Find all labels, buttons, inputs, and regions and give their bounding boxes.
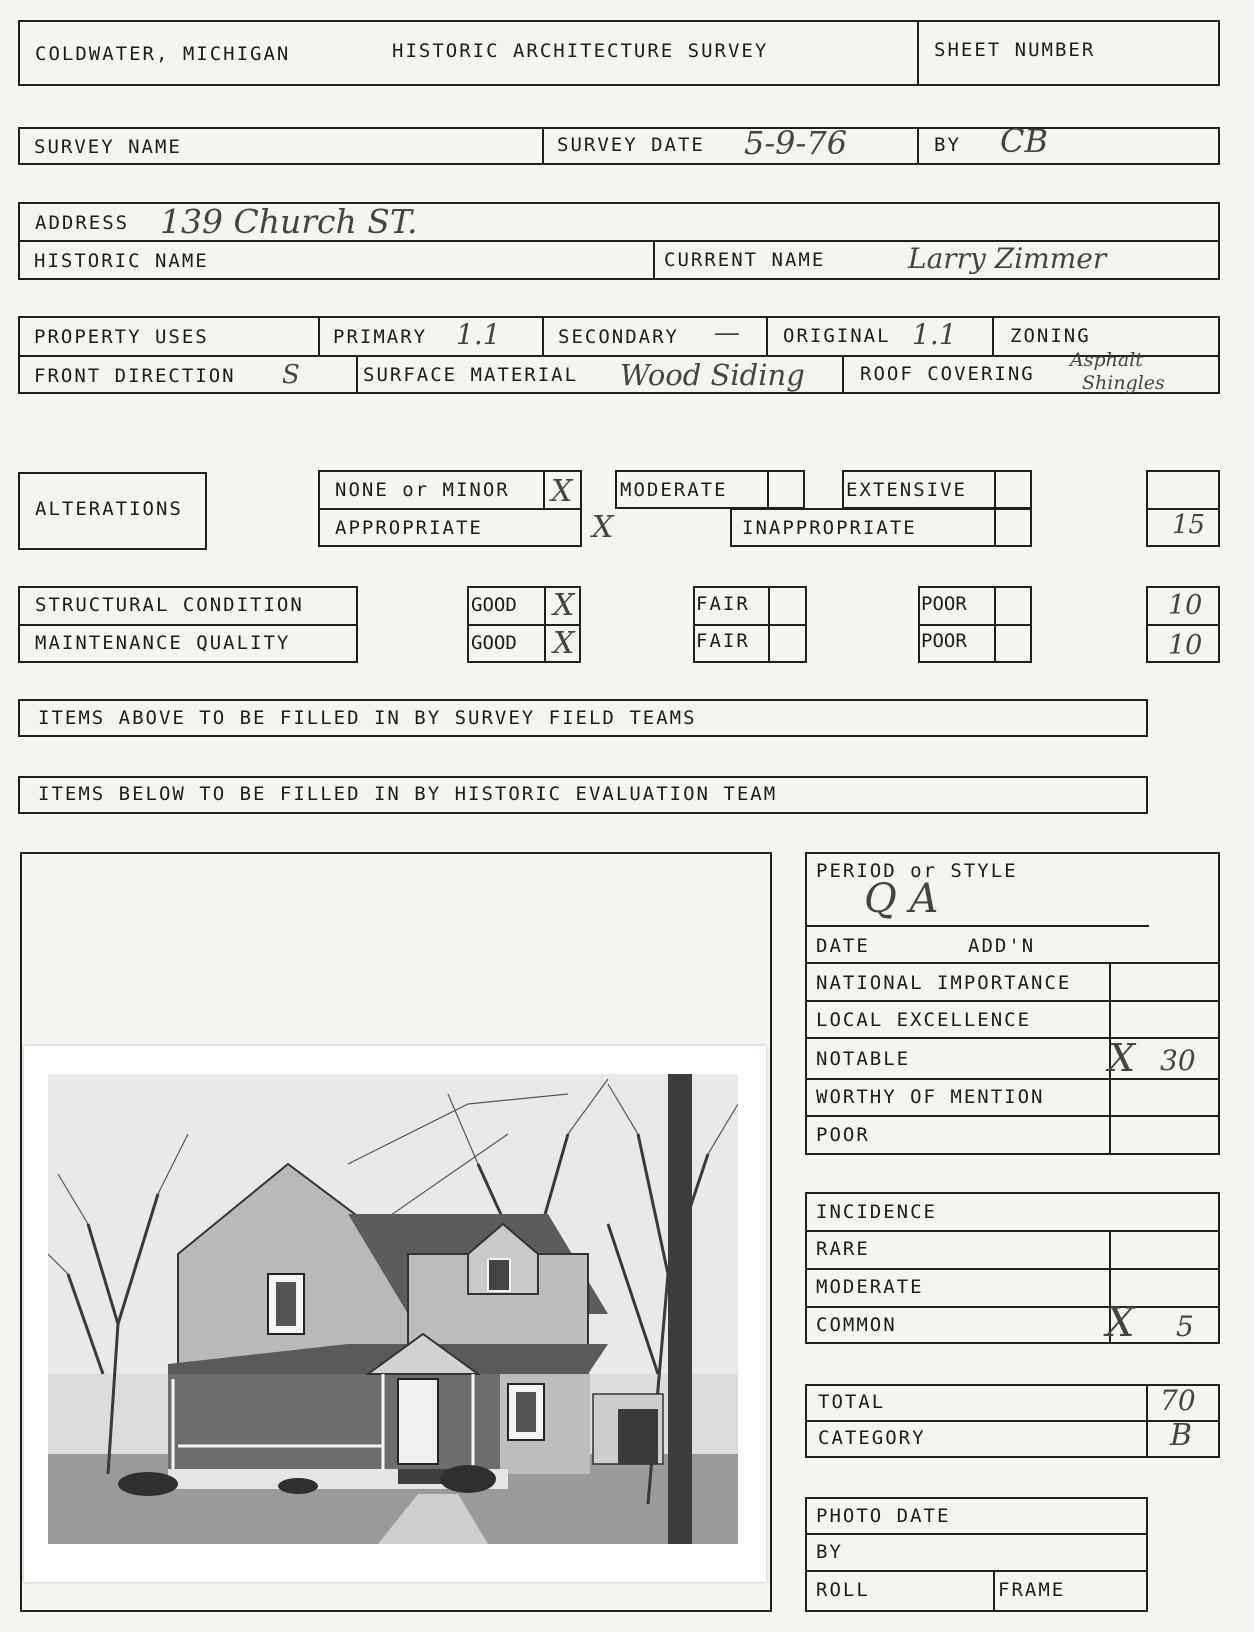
photo-date-label: PHOTO DATE xyxy=(816,1505,951,1527)
header-divider xyxy=(917,20,919,86)
photo-info-div xyxy=(993,1570,995,1612)
notes-above: ITEMS ABOVE TO BE FILLED IN BY SURVEY FIELD TEAMS xyxy=(38,707,697,729)
current-name-value[interactable]: Larry Zimmer xyxy=(908,242,1107,275)
fair-label-1: FAIR xyxy=(696,593,750,615)
none-minor-label: NONE or MINOR xyxy=(335,479,510,501)
moderate-check-div xyxy=(767,470,769,509)
structural-condition-label: STRUCTURAL CONDITION xyxy=(35,594,304,616)
original-value[interactable]: 1.1 xyxy=(912,318,957,351)
notable-score[interactable]: 30 xyxy=(1160,1044,1196,1077)
structural-good-mark[interactable]: X xyxy=(553,588,575,623)
property-div-2 xyxy=(542,316,544,356)
period-style-label: PERIOD or STYLE xyxy=(816,860,1018,882)
common-mark[interactable]: X xyxy=(1106,1300,1135,1346)
property-div-3 xyxy=(766,316,768,356)
poor-row-line xyxy=(918,624,1032,626)
survey-by-label: BY xyxy=(934,134,961,156)
fair-row-line xyxy=(693,624,807,626)
incidence-line-3 xyxy=(805,1306,1220,1308)
period-style-value[interactable]: Q A xyxy=(864,876,939,922)
original-label: ORIGINAL xyxy=(783,325,891,347)
front-direction-label: FRONT DIRECTION xyxy=(34,365,236,387)
secondary-label: SECONDARY xyxy=(558,326,679,348)
eval-poor-label: POOR xyxy=(816,1124,870,1146)
total-label: TOTAL xyxy=(818,1391,886,1413)
worthy-of-mention-label: WORTHY OF MENTION xyxy=(816,1086,1045,1108)
poor-label-2: POOR xyxy=(921,630,967,652)
extensive-label: EXTENSIVE xyxy=(846,479,967,501)
property-div-6 xyxy=(842,355,844,394)
roll-label: ROLL xyxy=(816,1579,870,1601)
condition-label-row-line xyxy=(18,624,358,626)
maintenance-quality-label: MAINTENANCE QUALITY xyxy=(35,632,291,654)
house-photo xyxy=(24,1046,766,1582)
front-direction-value[interactable]: S xyxy=(282,360,300,390)
photo-by-label: BY xyxy=(816,1541,843,1563)
totals-line xyxy=(805,1420,1220,1422)
frame-label: FRAME xyxy=(998,1579,1066,1601)
surface-material-value[interactable]: Wood Siding xyxy=(620,358,805,392)
survey-date-value[interactable]: 5-9-76 xyxy=(744,124,848,162)
address-label: ADDRESS xyxy=(35,212,130,234)
roof-covering-label: ROOF COVERING xyxy=(860,363,1035,385)
eval-line-1 xyxy=(805,925,1149,927)
identity-divider xyxy=(653,240,655,280)
common-score[interactable]: 5 xyxy=(1176,1310,1194,1343)
property-div-1 xyxy=(318,316,320,356)
total-value[interactable]: 70 xyxy=(1160,1384,1196,1417)
property-row-line xyxy=(18,355,1220,357)
national-importance-label: NATIONAL IMPORTANCE xyxy=(816,972,1072,994)
survey-date-label: SURVEY DATE xyxy=(557,134,705,156)
appropriate-label: APPROPRIATE xyxy=(335,517,483,539)
address-value[interactable]: 139 Church ST. xyxy=(160,202,418,241)
appropriate-check-div xyxy=(580,508,582,547)
good-label-2: GOOD xyxy=(471,632,517,654)
property-uses-label: PROPERTY USES xyxy=(34,326,209,348)
incidence-line-1 xyxy=(805,1230,1220,1232)
property-div-5 xyxy=(356,355,358,394)
surface-material-label: SURFACE MATERIAL xyxy=(363,364,579,386)
good-check-div xyxy=(544,586,546,663)
maintenance-score[interactable]: 10 xyxy=(1168,630,1203,661)
poor-check-div xyxy=(994,586,996,663)
maintenance-good-mark[interactable]: X xyxy=(553,626,575,661)
roof-covering-line2[interactable]: Shingles xyxy=(1082,372,1165,394)
primary-label: PRIMARY xyxy=(333,326,428,348)
photo-info-line-2 xyxy=(805,1570,1148,1572)
fair-check-div xyxy=(768,586,770,663)
common-label: COMMON xyxy=(816,1314,897,1336)
historic-name-label: HISTORIC NAME xyxy=(34,250,209,272)
notable-label: NOTABLE xyxy=(816,1048,911,1070)
photo-info-line-1 xyxy=(805,1533,1148,1535)
rare-label: RARE xyxy=(816,1238,870,1260)
alterations-score[interactable]: 15 xyxy=(1172,510,1206,540)
none-minor-check-div xyxy=(543,470,545,509)
incidence-label: INCIDENCE xyxy=(816,1201,937,1223)
inappropriate-check-div xyxy=(994,508,996,547)
extensive-check-div xyxy=(994,470,996,509)
eval-line-5 xyxy=(805,1078,1220,1080)
eval-line-2 xyxy=(805,962,1220,964)
survey-by-value[interactable]: CB xyxy=(1000,122,1048,160)
category-label: CATEGORY xyxy=(818,1427,926,1449)
inappropriate-label: INAPPROPRIATE xyxy=(742,517,917,539)
poor-label-1: POOR xyxy=(921,593,967,615)
eval-line-4 xyxy=(805,1037,1220,1039)
eval-addn-label: ADD'N xyxy=(968,935,1036,957)
zoning-label: ZONING xyxy=(1010,325,1091,347)
local-excellence-label: LOCAL EXCELLENCE xyxy=(816,1009,1032,1031)
survey-divider-1 xyxy=(542,127,544,165)
moderate-label: MODERATE xyxy=(620,479,728,501)
incidence-line-2 xyxy=(805,1268,1220,1270)
notable-mark[interactable]: X xyxy=(1108,1036,1136,1080)
house-photo-image xyxy=(48,1074,738,1544)
category-value[interactable]: B xyxy=(1170,1418,1193,1453)
primary-value[interactable]: 1.1 xyxy=(456,318,501,351)
good-label-1: GOOD xyxy=(471,594,517,616)
alterations-label: ALTERATIONS xyxy=(35,498,183,520)
form-title: HISTORIC ARCHITECTURE SURVEY xyxy=(392,40,769,62)
structural-score[interactable]: 10 xyxy=(1168,590,1203,621)
notes-below: ITEMS BELOW TO BE FILLED IN BY HISTORIC EVALUATION TEAM xyxy=(38,783,778,805)
condition-score-line xyxy=(1146,624,1220,626)
roof-covering-line1[interactable]: Asphalt xyxy=(1070,349,1143,371)
location-label: COLDWATER, MICHIGAN xyxy=(35,43,291,65)
survey-divider-2 xyxy=(917,127,919,165)
fair-label-2: FAIR xyxy=(696,630,750,652)
eval-line-6 xyxy=(805,1115,1220,1117)
secondary-value[interactable]: — xyxy=(714,318,740,348)
appropriate-mark[interactable]: X xyxy=(592,510,614,545)
sheet-number-label: SHEET NUMBER xyxy=(934,39,1096,61)
none-minor-mark[interactable]: X xyxy=(551,474,573,509)
eval-line-3 xyxy=(805,1000,1220,1002)
survey-name-label: SURVEY NAME xyxy=(34,136,182,158)
current-name-label: CURRENT NAME xyxy=(664,249,826,271)
eval-date-label: DATE xyxy=(816,935,870,957)
property-div-4 xyxy=(992,316,994,356)
incidence-moderate-label: MODERATE xyxy=(816,1276,924,1298)
